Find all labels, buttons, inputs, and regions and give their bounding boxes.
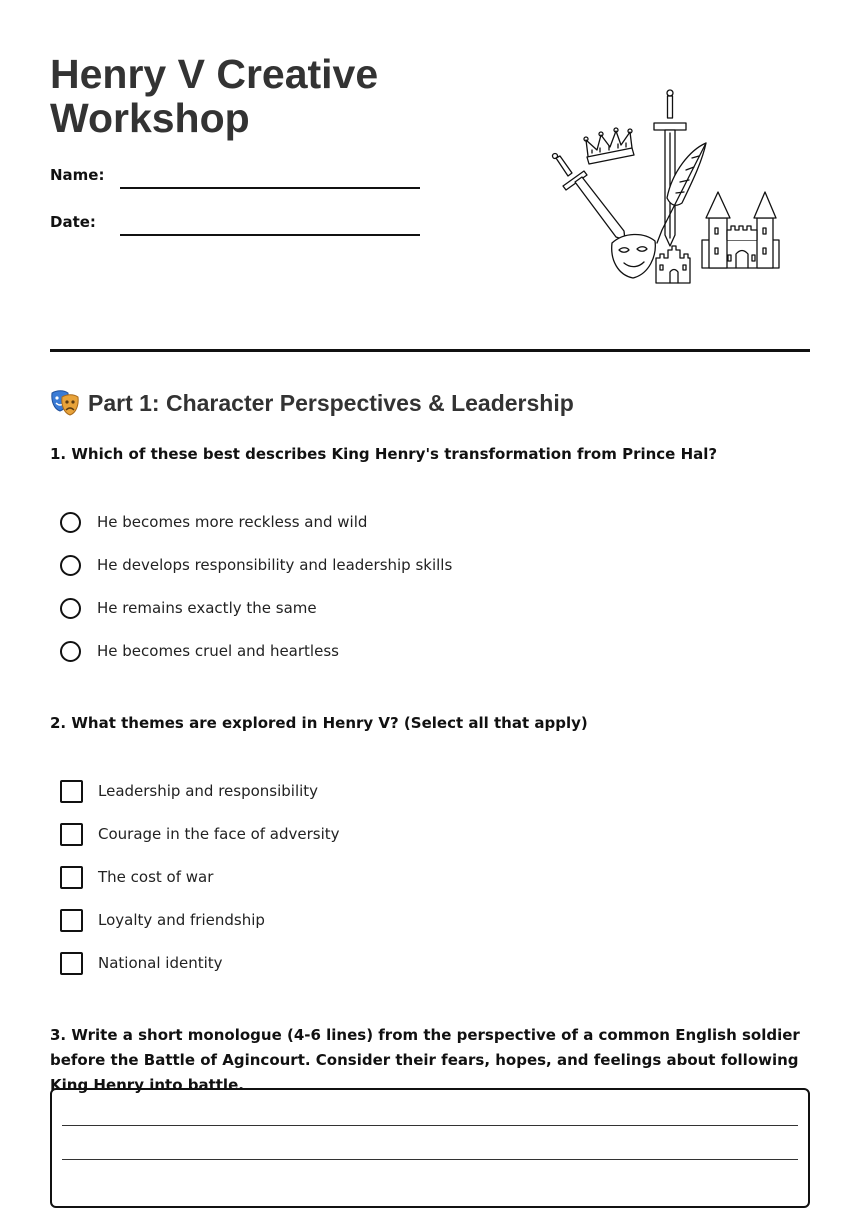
radio-button[interactable] <box>60 555 81 576</box>
q1-option-label: He develops responsibility and leadership skills <box>97 556 453 574</box>
answer-box[interactable] <box>50 1088 810 1208</box>
q2-option-label: The cost of war <box>98 868 214 886</box>
medieval-illustration-icon <box>545 85 790 290</box>
q2-option-3[interactable] <box>60 864 213 890</box>
small-castle-icon <box>656 246 690 283</box>
radio-button[interactable] <box>60 512 81 533</box>
crown-icon <box>584 128 634 164</box>
q2-option-label: Loyalty and friendship <box>98 911 265 929</box>
q1-option-label: He becomes cruel and heartless <box>97 642 339 660</box>
title-line-2: Workshop <box>50 95 250 141</box>
section-1-title: Part 1: Character Perspectives & Leadership <box>88 389 574 416</box>
checkbox[interactable] <box>60 823 83 846</box>
q2-option-4[interactable] <box>60 907 265 933</box>
q2-option-5[interactable] <box>60 950 223 976</box>
checkbox[interactable] <box>60 866 83 889</box>
q2-option-label: Courage in the face of adversity <box>98 825 340 843</box>
q1-option-4[interactable] <box>60 638 339 664</box>
question-1: 1. Which of these best describes King Henry's transformation from Prince Hal? <box>50 445 718 463</box>
date-line[interactable] <box>120 234 420 236</box>
mask-icon <box>612 234 656 278</box>
radio-button[interactable] <box>60 641 81 662</box>
header-divider <box>50 349 810 352</box>
q2-option-label: Leadership and responsibility <box>98 782 319 800</box>
radio-button[interactable] <box>60 598 81 619</box>
worksheet-title <box>50 52 450 140</box>
date-label: Date: <box>50 213 96 231</box>
checkbox[interactable] <box>60 780 83 803</box>
theater-masks-icon <box>50 389 80 417</box>
q2-option-1[interactable] <box>60 778 318 804</box>
question-3: 3. Write a short monologue (4-6 lines) from the perspective of a common English soldier before the Battle of Agincourt. Consider their fears, hopes, and feelings about following King Henry into battle. <box>50 1026 800 1094</box>
q2-option-label: National identity <box>98 954 223 972</box>
answer-line <box>62 1125 798 1126</box>
q1-option-label: He remains exactly the same <box>97 599 317 617</box>
diagonal-sword-icon <box>553 154 626 241</box>
q1-option-1[interactable] <box>60 509 367 535</box>
q1-option-label: He becomes more reckless and wild <box>97 513 368 531</box>
q1-option-3[interactable] <box>60 595 317 621</box>
title-line-1: Henry V Creative <box>50 51 379 97</box>
checkbox[interactable] <box>60 909 83 932</box>
name-label: Name: <box>50 166 105 184</box>
large-castle-icon <box>702 192 779 268</box>
q1-option-2[interactable] <box>60 552 452 578</box>
checkbox[interactable] <box>60 952 83 975</box>
section-1-heading <box>50 389 574 417</box>
q2-option-2[interactable] <box>60 821 340 847</box>
answer-line <box>62 1159 798 1160</box>
question-2: 2. What themes are explored in Henry V? (Select all that apply) <box>50 714 588 732</box>
name-line[interactable] <box>120 187 420 189</box>
